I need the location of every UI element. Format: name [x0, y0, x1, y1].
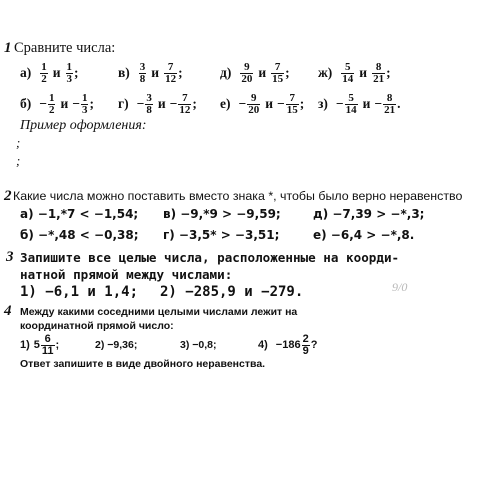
numerator: 5	[348, 91, 354, 104]
punct: ;	[192, 96, 197, 111]
faint-pencil-mark: 9/0	[392, 280, 408, 294]
fraction	[341, 62, 354, 85]
conjunction: и	[265, 96, 273, 111]
denominator: 14	[342, 72, 354, 85]
fraction	[40, 62, 48, 85]
fraction	[48, 93, 56, 116]
denominator: 9	[302, 344, 309, 357]
conjunction: и	[52, 65, 61, 80]
fraction	[41, 334, 55, 357]
task3-number: 3	[6, 249, 14, 265]
fraction	[372, 62, 385, 85]
item-label: е)	[220, 96, 231, 111]
numerator: 7	[182, 91, 188, 104]
conjunction: и	[60, 96, 69, 111]
numerator: 5	[345, 60, 351, 73]
compare-item	[20, 59, 79, 87]
conjunction: и	[151, 65, 160, 80]
numerator: 1	[48, 91, 55, 104]
compare-item	[220, 59, 290, 87]
numerator: 8	[386, 91, 393, 104]
fraction	[164, 62, 177, 85]
fraction	[383, 93, 396, 116]
mixed-whole: 5	[33, 339, 40, 351]
punct: ;	[74, 65, 79, 80]
punct: ;	[299, 96, 305, 111]
fraction	[139, 62, 147, 85]
fraction	[247, 93, 260, 116]
numerator: 1	[81, 91, 88, 104]
punct: ;	[285, 65, 290, 80]
minus-sign: −	[72, 96, 80, 111]
denominator: 3	[81, 103, 88, 116]
punct: .	[397, 96, 401, 111]
task3-line2: натной прямой между числами:	[20, 267, 233, 282]
punct: ?	[310, 339, 318, 351]
punct: ;	[89, 96, 94, 111]
conjunction: и	[359, 65, 368, 80]
compare-item	[118, 90, 197, 118]
numerator: 9	[250, 91, 257, 104]
minus-sign: −	[136, 96, 145, 111]
example-label: Пример оформления:	[20, 118, 147, 133]
denominator: 21	[373, 72, 385, 85]
minus-sign: −	[276, 96, 285, 111]
numerator: 3	[146, 91, 152, 104]
item-label: в)	[118, 65, 130, 80]
fraction	[178, 93, 191, 116]
numerator: 8	[375, 60, 382, 73]
item-label: з)	[318, 96, 328, 111]
denominator: 8	[146, 103, 152, 116]
minus-sign: −	[169, 96, 178, 111]
numerator: 2	[302, 332, 309, 345]
denominator: 2	[48, 103, 55, 116]
denominator: 12	[165, 72, 177, 85]
denominator: 11	[41, 344, 54, 357]
punct: ;	[386, 65, 391, 80]
example-line-2: ;	[16, 153, 21, 168]
minus-sign: −	[374, 96, 383, 111]
compare-item	[118, 59, 183, 87]
conjunction: и	[362, 96, 371, 111]
task3-item1: 1) −6,1 и 1,4;	[20, 284, 139, 300]
task4-item1	[20, 332, 59, 358]
denominator: 21	[384, 103, 396, 116]
denominator: 15	[286, 103, 298, 116]
task2-item-g: г) −3,5* > −3,51;	[163, 228, 280, 242]
item-label: ж)	[318, 65, 333, 80]
task2-item-d: д) −7,39 > −*,3;	[313, 207, 425, 221]
task2-item-a: а) −1,*7 < −1,54;	[20, 207, 139, 221]
punct: ;	[178, 65, 183, 80]
numerator: 7	[289, 91, 295, 104]
compare-item	[318, 59, 391, 87]
task1-number: 1	[4, 40, 12, 56]
fraction	[286, 93, 299, 116]
fraction	[81, 93, 89, 116]
item-label: 1)	[20, 339, 30, 351]
minus-sign: −	[39, 96, 47, 111]
example-line-1: ;	[16, 135, 21, 150]
item-label: б)	[20, 96, 32, 111]
denominator: 15	[272, 72, 284, 85]
fraction	[271, 62, 284, 85]
numerator: 3	[139, 60, 146, 73]
fraction	[345, 93, 358, 116]
item-label: г)	[118, 96, 129, 111]
denominator: 2	[41, 72, 47, 85]
punct: ;	[55, 339, 60, 351]
task2-item-e: е) −6,4 > −*,8.	[313, 228, 415, 242]
item-label: д)	[220, 65, 232, 80]
denominator: 8	[139, 72, 146, 85]
denominator: 12	[179, 103, 191, 116]
numerator: 6	[44, 332, 51, 345]
task4-item4	[258, 332, 317, 358]
task2-number: 2	[4, 188, 12, 204]
task4-line2: координатной прямой число:	[20, 320, 174, 332]
fraction	[302, 334, 310, 357]
denominator: 14	[345, 103, 357, 116]
fraction	[66, 62, 74, 85]
task4-item3: 3) −0,8;	[180, 339, 217, 351]
task2-item-b: б) −*,48 < −0,38;	[20, 228, 139, 242]
compare-item	[220, 90, 304, 118]
task4-footer: Ответ запишите в виде двойного неравенства.	[20, 358, 266, 370]
conjunction: и	[258, 65, 267, 80]
task2-title: Какие числа можно поставить вместо знака *, чтобы было верно неравенство	[13, 189, 463, 203]
fraction	[240, 62, 253, 85]
task4-number: 4	[4, 303, 12, 319]
minus-sign: −	[238, 96, 247, 111]
mixed-whole: −186	[275, 339, 301, 351]
numerator: 9	[244, 60, 250, 73]
fraction	[145, 93, 153, 116]
compare-item	[318, 90, 400, 118]
task1-title: Сравните числа:	[14, 40, 116, 56]
task4-item2: 2) −9,36;	[95, 339, 138, 351]
denominator: 20	[241, 72, 253, 85]
denominator: 3	[66, 72, 73, 85]
numerator: 7	[167, 60, 174, 73]
denominator: 20	[248, 103, 260, 116]
task3-item2: 2) −285,9 и −279.	[160, 284, 304, 300]
compare-item	[20, 90, 94, 118]
numerator: 1	[41, 60, 47, 73]
conjunction: и	[157, 96, 166, 111]
task3-line1: Запишите все целые числа, расположенные на коорди-	[20, 250, 400, 265]
minus-sign: −	[335, 96, 344, 111]
task2-item-v: в) −9,*9 > −9,59;	[163, 207, 281, 221]
item-label: 4)	[258, 339, 268, 351]
numerator: 1	[66, 60, 73, 73]
numerator: 7	[274, 60, 281, 73]
item-label: а)	[20, 65, 32, 80]
task4-line1: Между какими соседними целыми числами лежит на	[20, 306, 298, 318]
